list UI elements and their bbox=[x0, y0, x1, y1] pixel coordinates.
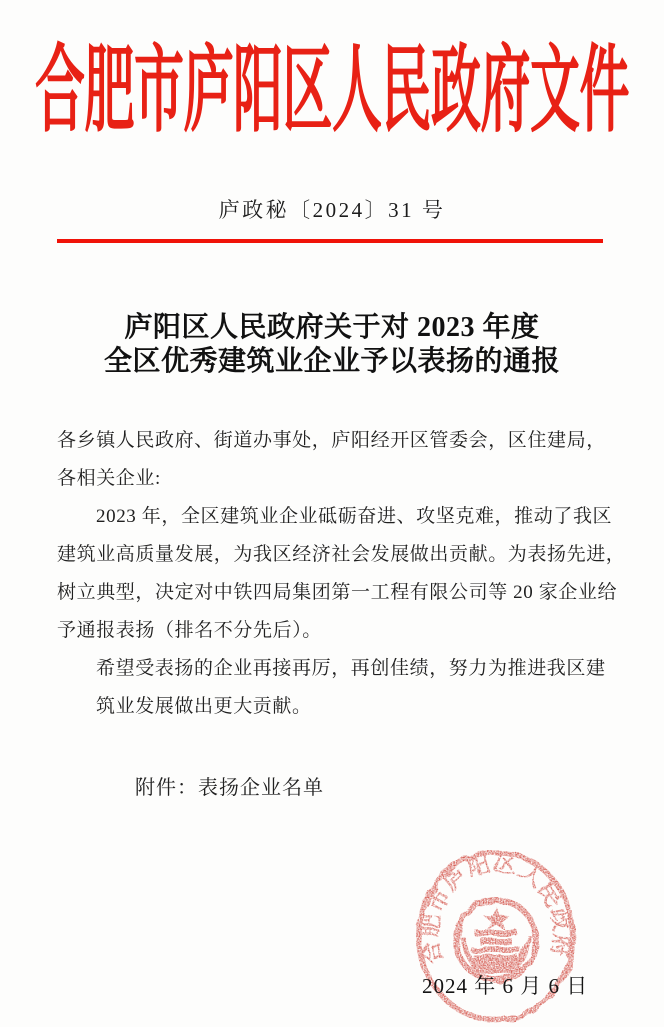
paragraph-2-line-2: 筑业发展做出更大贡献。 bbox=[96, 696, 312, 717]
red-header-org-title: 合肥市庐阳区人民政府文件 bbox=[35, 36, 629, 144]
red-divider-line bbox=[57, 239, 603, 243]
paragraph-1-line-4: 予通报表扬（排名不分先后）。 bbox=[57, 620, 322, 641]
attachment-note: 附件：表扬企业名单 bbox=[135, 777, 324, 799]
salutation-line-2: 各相关企业: bbox=[57, 468, 161, 489]
document-title-line-1: 庐阳区人民政府关于对 2023 年度 bbox=[124, 312, 540, 343]
national-emblem-icon bbox=[456, 900, 536, 980]
paragraph-1-line-1: 2023 年，全区建筑业企业砥砺奋进、攻坚克难，推动了我区 bbox=[96, 506, 613, 527]
salutation-line-1: 各乡镇人民政府、街道办事处，庐阳经开区管委会，区住建局， bbox=[57, 430, 606, 451]
paragraph-2-line-1: 希望受表扬的企业再接再厉，再创佳绩，努力为推进我区建 bbox=[96, 658, 606, 679]
paragraph-1-line-2: 建筑业高质量发展，为我区经济社会发展做出贡献。为表扬先进， bbox=[57, 544, 626, 565]
document-title-line-2: 全区优秀建筑业企业予以表扬的通报 bbox=[103, 346, 560, 377]
issue-date: 2024 年 6 月 6 日 bbox=[422, 974, 589, 998]
paragraph-1-line-3: 树立典型，决定对中铁四局集团第一工程有限公司等 20 家企业给 bbox=[57, 582, 618, 603]
seal-arc-text: 合肥市庐阳区人民政府 bbox=[417, 850, 575, 966]
document-number: 庐政秘〔2024〕31 号 bbox=[218, 198, 446, 222]
